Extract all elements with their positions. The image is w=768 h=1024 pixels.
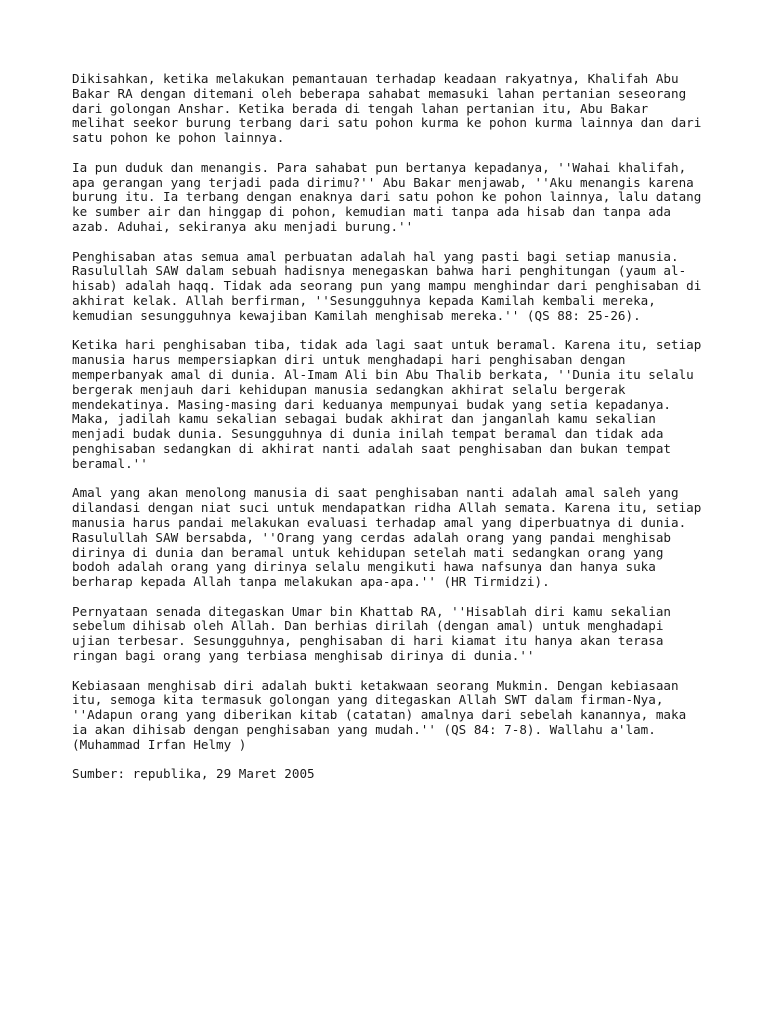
text-line: Sumber: republika, 29 Maret 2005 xyxy=(72,766,315,782)
text-line: hisab) adalah haqq. Tidak ada seorang pun yang mampu menghindar dari penghisaban di xyxy=(72,278,702,294)
paragraph-6 xyxy=(72,605,712,664)
text-line: Maka, jadilah kamu sekalian sebagai budak akhirat dan janganlah kamu sekalian xyxy=(72,411,656,427)
text-line: Dikisahkan, ketika melakukan pemantauan terhadap keadaan rakyatnya, Khalifah Abu xyxy=(72,71,679,86)
text-line: berharap kepada Allah tanpa melakukan apa-apa.'' (HR Tirmidzi). xyxy=(72,574,550,590)
text-line: Pernyataan senada ditegaskan Umar bin Khattab RA, ''Hisablah diri kamu sekalian xyxy=(72,603,671,619)
text-line: ujian terbesar. Sesungguhnya, penghisaban di hari kiamat itu hanya akan terasa xyxy=(72,633,664,649)
text-line: Ia pun duduk dan menangis. Para sahabat pun bertanya kepadanya, ''Wahai khalifah, xyxy=(72,159,687,175)
text-line: burung itu. Ia terbang dengan enaknya dari satu pohon ke pohon lainnya, lalu datang xyxy=(72,189,702,205)
source-line xyxy=(72,767,712,782)
text-line: Bakar RA dengan ditemani oleh beberapa sahabat memasuki lahan pertanian seseorang xyxy=(72,85,687,101)
text-line: bergerak menjauh dari kehidupan manusia sedangkan akhirat selalu bergerak xyxy=(72,381,626,397)
text-line: Amal yang akan menolong manusia di saat penghisaban nanti adalah amal saleh yang xyxy=(72,485,679,501)
text-line: ke sumber air dan hinggap di pohon, kemudian mati tanpa ada hisab dan tanpa ada xyxy=(72,204,671,220)
text-line: manusia harus pandai melakukan evaluasi terhadap amal yang diperbuatnya di dunia. xyxy=(72,514,687,530)
text-line: ringan bagi orang yang terbiasa menghisab dirinya di dunia.'' xyxy=(72,648,535,664)
text-line: apa gerangan yang terjadi pada dirimu?'' Abu Bakar menjawab, ''Aku menangis karena xyxy=(72,174,694,190)
paragraph-2 xyxy=(72,161,712,235)
paragraph-1 xyxy=(72,72,712,146)
text-line: mendekatinya. Masing-masing dari keduanya mempunyai budak yang setia kepadanya. xyxy=(72,396,671,412)
text-line: (Muhammad Irfan Helmy ) xyxy=(72,736,247,752)
paragraph-4 xyxy=(72,338,712,471)
text-line: Rasulullah SAW bersabda, ''Orang yang cerdas adalah orang yang pandai menghisab xyxy=(72,529,671,545)
text-line: dilandasi dengan niat suci untuk mendapatkan ridha Allah semata. Karena itu, setiap xyxy=(72,500,702,516)
text-line: melihat seekor burung terbang dari satu pohon kurma ke pohon kurma lainnya dan dari xyxy=(72,115,702,131)
text-line: dari golongan Anshar. Ketika berada di tengah lahan pertanian itu, Abu Bakar xyxy=(72,100,649,116)
paragraph-7 xyxy=(72,679,712,753)
text-line: ''Adapun orang yang diberikan kitab (catatan) amalnya dari sebelah kanannya, maka xyxy=(72,707,687,723)
text-line: akhirat kelak. Allah berfirman, ''Sesungguhnya kepada Kamilah kembali mereka, xyxy=(72,292,656,308)
text-line: Ketika hari penghisaban tiba, tidak ada lagi saat untuk beramal. Karena itu, setiap xyxy=(72,337,702,353)
paragraph-3 xyxy=(72,250,712,324)
text-line: satu pohon ke pohon lainnya. xyxy=(72,130,285,146)
document-page xyxy=(72,72,712,797)
text-line: manusia harus mempersiapkan diri untuk menghadapi hari penghisaban dengan xyxy=(72,352,626,368)
text-line: Kebiasaan menghisab diri adalah bukti ketakwaan seorang Mukmin. Dengan kebiasaan xyxy=(72,677,679,693)
text-line: beramal.'' xyxy=(72,455,148,471)
text-line: memperbanyak amal di dunia. Al-Imam Ali bin Abu Thalib berkata, ''Dunia itu selalu xyxy=(72,366,694,382)
text-line: bodoh adalah orang yang dirinya selalu mengikuti hawa nafsunya dan hanya suka xyxy=(72,559,656,575)
text-line: sebelum dihisab oleh Allah. Dan berhias dirilah (dengan amal) untuk menghadapi xyxy=(72,618,664,634)
text-line: menjadi budak dunia. Sesungguhnya di dunia inilah tempat beramal dan tidak ada xyxy=(72,426,664,442)
text-line: penghisaban sedangkan di akhirat nanti adalah saat penghisaban dan bukan tempat xyxy=(72,440,671,456)
text-line: Penghisaban atas semua amal perbuatan adalah hal yang pasti bagi setiap manusia. xyxy=(72,248,679,264)
text-line: azab. Aduhai, sekiranya aku menjadi burung.'' xyxy=(72,218,414,234)
text-line: dirinya di dunia dan beramal untuk kehidupan setelah mati sedangkan orang yang xyxy=(72,544,664,560)
text-line: ia akan dihisab dengan penghisaban yang mudah.'' (QS 84: 7-8). Wallahu a'lam. xyxy=(72,722,656,738)
text-line: Rasulullah SAW dalam sebuah hadisnya menegaskan bahwa hari penghitungan (yaum al- xyxy=(72,263,687,279)
paragraph-5 xyxy=(72,486,712,590)
text-line: kemudian sesungguhnya kewajiban Kamilah menghisab mereka.'' (QS 88: 25-26). xyxy=(72,307,641,323)
text-line: itu, semoga kita termasuk golongan yang ditegaskan Allah SWT dalam firman-Nya, xyxy=(72,692,664,708)
